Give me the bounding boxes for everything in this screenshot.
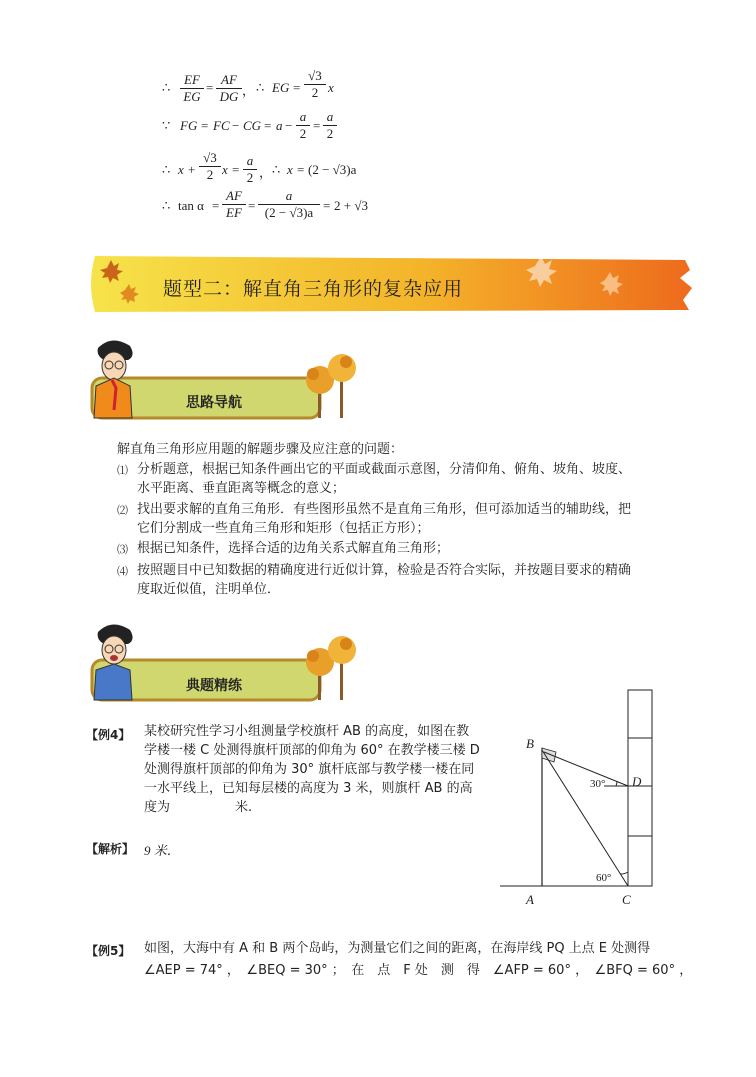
- equals-sign: =: [232, 162, 240, 177]
- list-item: [117, 538, 692, 560]
- equals-sign: =: [201, 118, 209, 133]
- example-line: 某校研究性学习小组测量学校旗杆 AB 的高度，如图在教: [144, 724, 470, 739]
- equals-sign: =: [206, 80, 214, 95]
- therefore-symbol: ∴: [162, 162, 171, 177]
- minus-sign: −: [232, 118, 240, 133]
- FC: FC: [213, 118, 230, 133]
- label-D: D: [632, 774, 642, 789]
- a: a: [276, 118, 283, 133]
- numerator: a: [285, 188, 293, 203]
- example-line: 学楼一楼 C 处测得旗杆顶部的仰角为 60° 在教学楼三楼 D: [144, 743, 480, 758]
- x: x: [222, 162, 228, 177]
- result-expression: (2 − √3)a: [308, 162, 357, 177]
- therefore-symbol: ∴: [272, 162, 281, 177]
- denominator: 2: [206, 167, 214, 182]
- denominator: EF: [226, 205, 242, 220]
- list-line: 按照题目中已知数据的精确度进行近似计算，检验是否符合实际，并按题目要求的精确: [137, 563, 632, 578]
- fraction-a-2: [296, 109, 310, 142]
- flagpole-figure: [496, 688, 666, 910]
- CG: CG: [243, 118, 262, 133]
- guide-list: [117, 460, 692, 600]
- equals-sign: =: [212, 198, 220, 213]
- denominator: 2: [326, 126, 334, 141]
- numerator: EF: [184, 72, 200, 87]
- numerator: √3: [308, 68, 322, 83]
- fraction-sqrt3-2: [304, 68, 326, 101]
- fraction-a-2: [323, 109, 337, 142]
- x: x: [328, 80, 334, 95]
- section-title: 题型二：解直角三角形的复杂应用: [163, 278, 464, 300]
- list-line: 根据已知条件，选择合适的边角关系式解直角三角形；: [137, 541, 450, 556]
- label-B: B: [526, 736, 534, 751]
- fraction-a-over-expr: [258, 188, 320, 221]
- final-result: 2 + √3: [334, 198, 368, 213]
- guide-intro: 解直角三角形应用题的解题步骤及应注意的问题：: [117, 442, 404, 457]
- list-line: 分析题意，根据已知条件画出它的平面或截面示意图，分清仰角、俯角、坡角、坡度、: [137, 462, 632, 477]
- guide-badge: [88, 336, 358, 422]
- list-line: 它们分割成一些直角三角形和矩形（包括正方形）；: [137, 521, 430, 536]
- list-item: [117, 560, 692, 600]
- numerator: √3: [203, 150, 217, 165]
- denominator: DG: [219, 89, 239, 104]
- guide-badge-label: 思路导航: [186, 395, 242, 411]
- example-5-line: ∠AEP = 74° ， ∠BEQ = 30° ； 在 点 F 处 测 得 ∠AFP = 60° ， ∠BFQ = 60° ，: [144, 963, 693, 978]
- list-item: [117, 498, 692, 538]
- fraction-EF-EG: [180, 72, 204, 105]
- list-number: ⑶: [117, 543, 128, 556]
- example-5-line: 如图，大海中有 A 和 B 两个岛屿，为测量它们之间的距离，在海岸线 PQ 上点 E 处测得: [144, 941, 651, 956]
- list-line: 水平距离、垂直距离等概念的意义；: [137, 481, 346, 496]
- fraction-AF-EF: [222, 188, 246, 221]
- example-5-tag: 【例5】: [86, 944, 131, 958]
- denominator: 2: [246, 170, 254, 185]
- example-line: 处测得旗杆顶部的仰角为 30° 旗杆底部与教学楼一楼在同: [144, 762, 475, 777]
- equals-sign: =: [248, 198, 256, 213]
- numerator: a: [299, 109, 307, 124]
- list-number: ⑵: [117, 504, 128, 517]
- equals-sign: =: [297, 162, 305, 177]
- EG: EG: [272, 80, 290, 95]
- FG: FG: [180, 118, 198, 133]
- equals-sign: =: [313, 118, 321, 133]
- tan-alpha: tan α: [178, 198, 204, 213]
- therefore-symbol: ∴: [162, 198, 171, 213]
- equals-sign: =: [293, 80, 301, 95]
- label-C: C: [622, 892, 631, 907]
- numerator: a: [326, 109, 334, 124]
- denominator: EG: [183, 89, 201, 104]
- numerator: AF: [221, 72, 237, 87]
- fraction-sqrt3-2: [199, 150, 221, 183]
- example-line: 一水平线上，已知每层楼的高度为 3 米，则旗杆 AB 的高: [144, 781, 473, 796]
- example-4-text: [144, 722, 496, 817]
- answer-text: 9 米．: [144, 843, 180, 858]
- x: x: [178, 162, 184, 177]
- comma: ，: [242, 83, 256, 98]
- numerator: a: [246, 153, 254, 168]
- equals-sign: =: [264, 118, 272, 133]
- practice-badge: [88, 618, 358, 704]
- minus-sign: −: [285, 118, 293, 133]
- fraction-AF-DG: [216, 72, 242, 105]
- numerator: AF: [226, 188, 242, 203]
- practice-badge-label: 典题精练: [186, 678, 242, 694]
- example-4-tag: 【例4】: [86, 728, 131, 742]
- list-number: ⑷: [117, 565, 128, 578]
- geometry-diagram: [496, 688, 666, 910]
- plus-sign: +: [188, 162, 196, 177]
- because-symbol: ∵: [162, 118, 171, 133]
- answer-tag: 【解析】: [86, 842, 135, 856]
- example-line: 度为 米.: [144, 800, 253, 815]
- denominator: 2: [299, 126, 307, 141]
- list-item: [117, 460, 692, 498]
- label-A: A: [526, 892, 534, 907]
- list-line: 找出要求解的直角三角形．有些图形虽然不是直角三角形，但可添加适当的辅助线，把: [137, 502, 632, 517]
- therefore-symbol: ∴: [162, 80, 171, 95]
- comma: ，: [259, 165, 273, 180]
- list-line: 度取近似值，注明单位．: [137, 582, 281, 597]
- denominator: 2: [311, 85, 319, 100]
- equals-sign: =: [323, 198, 331, 213]
- x: x: [287, 162, 293, 177]
- list-number: ⑴: [117, 464, 128, 477]
- fraction-a-2: [243, 153, 257, 186]
- angle-label-30: 30°: [590, 778, 606, 790]
- angle-label-60: 60°: [596, 872, 612, 884]
- therefore-symbol: ∴: [256, 80, 265, 95]
- section-banner: [85, 250, 695, 318]
- denominator: (2 − √3)a: [264, 205, 314, 220]
